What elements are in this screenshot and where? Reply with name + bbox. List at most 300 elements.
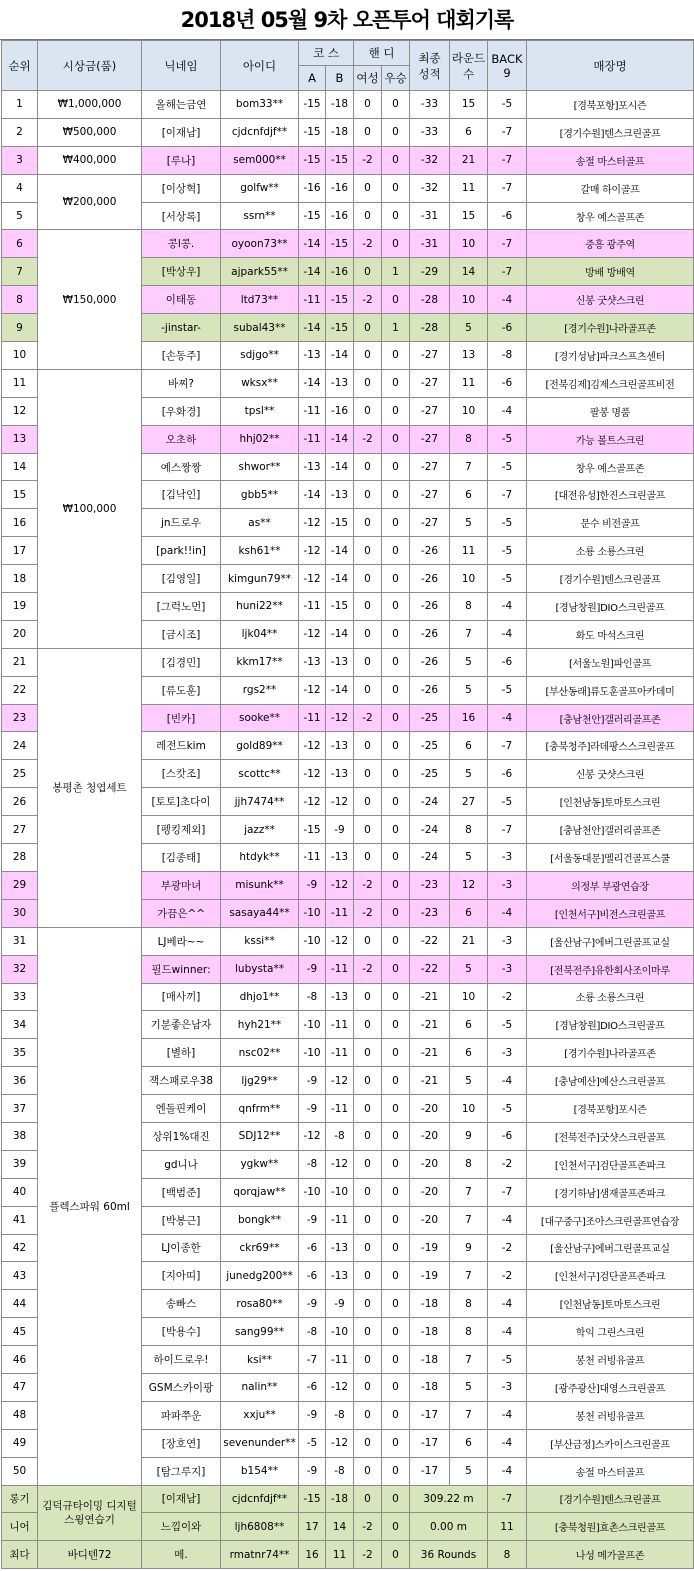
id-cell: gold89** xyxy=(221,732,299,760)
nickname-cell: 올해는금연 xyxy=(142,91,221,119)
prize-cell: ₩200,000 xyxy=(38,174,142,230)
handicap-female-cell: 0 xyxy=(354,788,382,816)
final-score-cell: -25 xyxy=(410,732,450,760)
store-cell: 가능 볼트스크린 xyxy=(527,425,694,453)
rounds-cell: 7 xyxy=(450,1178,488,1206)
rounds-cell: 8 xyxy=(450,1290,488,1318)
rank-cell: 27 xyxy=(2,816,38,844)
handicap-win-cell: 0 xyxy=(382,369,410,397)
id-cell: cjdcnfdjf** xyxy=(221,118,299,146)
nickname-cell: 콩l콩. xyxy=(142,230,221,258)
award-result-cell: 36 Rounds xyxy=(410,1541,488,1569)
final-score-cell: -27 xyxy=(410,481,450,509)
course-a-cell: -11 xyxy=(299,704,326,732)
back9-cell: -4 xyxy=(488,1290,527,1318)
rounds-cell: 21 xyxy=(450,927,488,955)
final-score-cell: -27 xyxy=(410,453,450,481)
rounds-cell: 9 xyxy=(450,1122,488,1150)
nickname-cell: 느낌이와 xyxy=(142,1513,221,1541)
final-score-cell: -18 xyxy=(410,1373,450,1401)
rounds-cell: 5 xyxy=(450,509,488,537)
back9-cell: -3 xyxy=(488,955,527,983)
back9-cell: -6 xyxy=(488,760,527,788)
id-cell: ljk04** xyxy=(221,620,299,648)
final-score-cell: -29 xyxy=(410,258,450,286)
id-cell: ljg29** xyxy=(221,1067,299,1095)
nickname-cell: [별하] xyxy=(142,1039,221,1067)
course-b-cell: -13 xyxy=(326,983,354,1011)
handicap-female-cell: 0 xyxy=(354,983,382,1011)
award-result-cell: 0.00 m xyxy=(410,1513,488,1541)
course-a-cell: -15 xyxy=(299,91,326,119)
rounds-cell: 10 xyxy=(450,983,488,1011)
rank-cell: 30 xyxy=(2,899,38,927)
nickname-cell: -jinstar- xyxy=(142,314,221,342)
nickname-cell: 레전드kim xyxy=(142,732,221,760)
back9-cell: -5 xyxy=(488,453,527,481)
handicap-win-cell: 0 xyxy=(382,1039,410,1067)
award-category-cell: 최다 xyxy=(2,1541,38,1569)
back9-cell: -4 xyxy=(488,397,527,425)
rank-cell: 34 xyxy=(2,1011,38,1039)
id-cell: wksx** xyxy=(221,369,299,397)
handicap-win-cell: 0 xyxy=(382,1206,410,1234)
back9-cell: -7 xyxy=(488,230,527,258)
course-b-cell: -15 xyxy=(326,314,354,342)
course-a-cell: -15 xyxy=(299,202,326,230)
rounds-cell: 12 xyxy=(450,871,488,899)
course-a-cell: -9 xyxy=(299,1095,326,1123)
store-cell: 중흥 광주역 xyxy=(527,230,694,258)
course-a-cell: -7 xyxy=(299,1346,326,1374)
course-a-cell: -11 xyxy=(299,286,326,314)
id-cell: rosa80** xyxy=(221,1290,299,1318)
header-prize: 시상금(품) xyxy=(38,41,142,91)
handicap-female-cell: -2 xyxy=(354,704,382,732)
back9-cell: -8 xyxy=(488,342,527,370)
course-b-cell: -11 xyxy=(326,1095,354,1123)
rounds-cell: 8 xyxy=(450,593,488,621)
nickname-cell: [매사끼] xyxy=(142,983,221,1011)
store-cell: [서울노원]파인골프 xyxy=(527,648,694,676)
id-cell: misunk** xyxy=(221,871,299,899)
nickname-cell: 송빠스 xyxy=(142,1290,221,1318)
nickname-cell: 기분좋은남자 xyxy=(142,1011,221,1039)
handicap-female-cell: 0 xyxy=(354,927,382,955)
id-cell: ksi** xyxy=(221,1346,299,1374)
rounds-cell: 7 xyxy=(450,1401,488,1429)
rounds-cell: 9 xyxy=(450,1234,488,1262)
handicap-win-cell: 0 xyxy=(382,118,410,146)
handicap-female-cell: 0 xyxy=(354,397,382,425)
back9-cell: -4 xyxy=(488,1401,527,1429)
back9-cell: -6 xyxy=(488,314,527,342)
prize-cell: ₩1,000,000 xyxy=(38,91,142,119)
handicap-win-cell: 0 xyxy=(382,983,410,1011)
back9-cell: -7 xyxy=(488,816,527,844)
course-b-cell: -11 xyxy=(326,1011,354,1039)
handicap-win-cell: 0 xyxy=(382,537,410,565)
handicap-win-cell: 0 xyxy=(382,676,410,704)
course-b-cell: -12 xyxy=(326,704,354,732)
back9-cell: -4 xyxy=(488,286,527,314)
final-score-cell: -21 xyxy=(410,1039,450,1067)
prize-cell: ₩100,000 xyxy=(38,369,142,648)
course-a-cell: -16 xyxy=(299,174,326,202)
course-b-cell: -13 xyxy=(326,481,354,509)
rank-cell: 32 xyxy=(2,955,38,983)
handicap-win-cell: 0 xyxy=(382,453,410,481)
header-rounds-line1: 라운드 xyxy=(451,50,486,65)
course-b-cell: -15 xyxy=(326,286,354,314)
back9-cell: -7 xyxy=(488,732,527,760)
final-score-cell: -21 xyxy=(410,983,450,1011)
back9-cell: -7 xyxy=(488,481,527,509)
back9-cell: -4 xyxy=(488,1206,527,1234)
handicap-win-cell: 0 xyxy=(382,202,410,230)
final-score-cell: -28 xyxy=(410,314,450,342)
handicap-female-cell: 0 xyxy=(354,1485,382,1513)
rank-cell: 21 xyxy=(2,648,38,676)
handicap-win-cell: 0 xyxy=(382,760,410,788)
nickname-cell: gd니나 xyxy=(142,1150,221,1178)
back9-cell: -4 xyxy=(488,593,527,621)
course-a-cell: 17 xyxy=(299,1513,326,1541)
final-score-cell: -20 xyxy=(410,1178,450,1206)
course-a-cell: -12 xyxy=(299,788,326,816)
course-b-cell: -15 xyxy=(326,593,354,621)
rank-cell: 43 xyxy=(2,1262,38,1290)
rank-cell: 19 xyxy=(2,593,38,621)
course-b-cell: -14 xyxy=(326,453,354,481)
handicap-win-cell: 0 xyxy=(382,91,410,119)
store-cell: [전북전주]유한회사조이마루 xyxy=(527,955,694,983)
rounds-cell: 5 xyxy=(450,676,488,704)
header-final-line1: 최종 xyxy=(418,50,441,65)
handicap-win-cell: 0 xyxy=(382,593,410,621)
table-row xyxy=(2,146,694,174)
store-cell: [충북청주]라데팡스스크린골프 xyxy=(527,732,694,760)
store-cell: [인천서구]검단골프존파크 xyxy=(527,1262,694,1290)
course-b-cell: -12 xyxy=(326,871,354,899)
handicap-female-cell: 0 xyxy=(354,648,382,676)
final-score-cell: -23 xyxy=(410,871,450,899)
back9-cell: -5 xyxy=(488,1011,527,1039)
rounds-cell: 6 xyxy=(450,481,488,509)
course-a-cell: -12 xyxy=(299,760,326,788)
back9-cell: -5 xyxy=(488,1346,527,1374)
course-a-cell: -9 xyxy=(299,1457,326,1485)
handicap-win-cell: 0 xyxy=(382,1290,410,1318)
final-score-cell: -20 xyxy=(410,1150,450,1178)
store-cell: [충남예산]예산스크린골프 xyxy=(527,1067,694,1095)
handicap-win-cell: 0 xyxy=(382,342,410,370)
rounds-cell: 8 xyxy=(450,1150,488,1178)
handicap-win-cell: 0 xyxy=(382,899,410,927)
handicap-female-cell: 0 xyxy=(354,1039,382,1067)
store-cell: 소룡 소룡스크린 xyxy=(527,537,694,565)
course-b-cell: -10 xyxy=(326,1178,354,1206)
course-b-cell: -9 xyxy=(326,1290,354,1318)
course-a-cell: -9 xyxy=(299,1067,326,1095)
id-cell: ajpark55** xyxy=(221,258,299,286)
handicap-win-cell: 0 xyxy=(382,397,410,425)
handicap-win-cell: 0 xyxy=(382,620,410,648)
handicap-win-cell: 0 xyxy=(382,1346,410,1374)
rank-cell: 48 xyxy=(2,1401,38,1429)
nickname-cell: LJ베라~~ xyxy=(142,927,221,955)
back9-cell: -5 xyxy=(488,425,527,453)
store-cell: [전북전주]굿샷스크린골프 xyxy=(527,1122,694,1150)
handicap-win-cell: 0 xyxy=(382,788,410,816)
final-score-cell: -21 xyxy=(410,1011,450,1039)
handicap-female-cell: 0 xyxy=(354,481,382,509)
store-cell: 창우 예스골프존 xyxy=(527,453,694,481)
id-cell: junedg200** xyxy=(221,1262,299,1290)
final-score-cell: -26 xyxy=(410,648,450,676)
final-score-cell: -26 xyxy=(410,593,450,621)
final-score-cell: -33 xyxy=(410,91,450,119)
rank-cell: 26 xyxy=(2,788,38,816)
rank-cell: 28 xyxy=(2,844,38,872)
handicap-female-cell: -2 xyxy=(354,230,382,258)
header-handicap-female: 여성 xyxy=(354,66,382,91)
store-cell: [부산동래]류도훈골프아카데미 xyxy=(527,676,694,704)
course-a-cell: -9 xyxy=(299,1290,326,1318)
course-b-cell: -8 xyxy=(326,1457,354,1485)
rounds-cell: 7 xyxy=(450,620,488,648)
store-cell: 화도 마석스크린 xyxy=(527,620,694,648)
handicap-female-cell: 0 xyxy=(354,369,382,397)
course-b-cell: -12 xyxy=(326,1429,354,1457)
course-b-cell: -13 xyxy=(326,1262,354,1290)
handicap-female-cell: -2 xyxy=(354,1541,382,1569)
course-b-cell: -13 xyxy=(326,369,354,397)
rank-cell: 14 xyxy=(2,453,38,481)
id-cell: ygkw** xyxy=(221,1150,299,1178)
id-cell: b154** xyxy=(221,1457,299,1485)
id-cell: htdyk** xyxy=(221,844,299,872)
course-a-cell: -12 xyxy=(299,732,326,760)
handicap-win-cell: 0 xyxy=(382,286,410,314)
course-a-cell: -10 xyxy=(299,899,326,927)
rounds-cell: 7 xyxy=(450,453,488,481)
handicap-win-cell: 1 xyxy=(382,314,410,342)
course-b-cell: -18 xyxy=(326,118,354,146)
id-cell: shwor** xyxy=(221,453,299,481)
course-b-cell: -14 xyxy=(326,676,354,704)
rounds-cell: 13 xyxy=(450,342,488,370)
handicap-win-cell: 0 xyxy=(382,1234,410,1262)
handicap-win-cell: 0 xyxy=(382,927,410,955)
handicap-female-cell: 0 xyxy=(354,1178,382,1206)
course-a-cell: -9 xyxy=(299,871,326,899)
id-cell: cjdcnfdjf** xyxy=(221,1485,299,1513)
nickname-cell: [김영일] xyxy=(142,565,221,593)
rank-cell: 15 xyxy=(2,481,38,509)
id-cell: oyoon73** xyxy=(221,230,299,258)
rounds-cell: 15 xyxy=(450,202,488,230)
handicap-win-cell: 0 xyxy=(382,704,410,732)
prize-cell: ₩150,000 xyxy=(38,230,142,369)
id-cell: ckr69** xyxy=(221,1234,299,1262)
final-score-cell: -18 xyxy=(410,1290,450,1318)
rank-cell: 18 xyxy=(2,565,38,593)
rank-cell: 13 xyxy=(2,425,38,453)
final-score-cell: -21 xyxy=(410,1067,450,1095)
award-category-cell: 니어 xyxy=(2,1513,38,1541)
header-id: 아이디 xyxy=(221,41,299,91)
store-cell: [대구중구]조아스크린골프연습장 xyxy=(527,1206,694,1234)
handicap-female-cell: 0 xyxy=(354,202,382,230)
back9-cell: -3 xyxy=(488,1373,527,1401)
course-b-cell: -11 xyxy=(326,899,354,927)
handicap-female-cell: 0 xyxy=(354,1318,382,1346)
header-back9 xyxy=(488,41,527,91)
handicap-female-cell: 0 xyxy=(354,509,382,537)
nickname-cell: GSM스카이팡 xyxy=(142,1373,221,1401)
nickname-cell: [장호연] xyxy=(142,1429,221,1457)
id-cell: sevenunder** xyxy=(221,1429,299,1457)
course-a-cell: -11 xyxy=(299,593,326,621)
nickname-cell: LJ이종한 xyxy=(142,1234,221,1262)
handicap-female-cell: 0 xyxy=(354,258,382,286)
nickname-cell: [park!!in] xyxy=(142,537,221,565)
back9-cell: 8 xyxy=(488,1541,527,1569)
nickname-cell: 부광마녀 xyxy=(142,871,221,899)
back9-cell: -6 xyxy=(488,648,527,676)
final-score-cell: -27 xyxy=(410,425,450,453)
course-a-cell: -13 xyxy=(299,648,326,676)
rounds-cell: 10 xyxy=(450,1095,488,1123)
handicap-female-cell: 0 xyxy=(354,1150,382,1178)
final-score-cell: -19 xyxy=(410,1262,450,1290)
handicap-female-cell: 0 xyxy=(354,342,382,370)
store-cell: 송절 마스터골프 xyxy=(527,146,694,174)
final-score-cell: -27 xyxy=(410,369,450,397)
id-cell: dhjo1** xyxy=(221,983,299,1011)
handicap-female-cell: 0 xyxy=(354,537,382,565)
store-cell: 팔봉 명품 xyxy=(527,397,694,425)
course-b-cell: -13 xyxy=(326,1234,354,1262)
special-award-row xyxy=(2,1541,694,1569)
final-score-cell: -20 xyxy=(410,1095,450,1123)
final-score-cell: -27 xyxy=(410,509,450,537)
handicap-female-cell: 0 xyxy=(354,620,382,648)
id-cell: bom33** xyxy=(221,91,299,119)
back9-cell: -7 xyxy=(488,174,527,202)
course-a-cell: -12 xyxy=(299,676,326,704)
rank-cell: 35 xyxy=(2,1039,38,1067)
id-cell: sdjgo** xyxy=(221,342,299,370)
handicap-win-cell: 0 xyxy=(382,1150,410,1178)
table-row xyxy=(2,927,694,955)
store-cell: [인천남동]토마토스크린 xyxy=(527,1290,694,1318)
back9-cell: -3 xyxy=(488,871,527,899)
back9-cell: -3 xyxy=(488,844,527,872)
course-a-cell: -9 xyxy=(299,955,326,983)
nickname-cell: 오초하 xyxy=(142,425,221,453)
rank-cell: 41 xyxy=(2,1206,38,1234)
course-b-cell: -12 xyxy=(326,788,354,816)
rounds-cell: 8 xyxy=(450,1318,488,1346)
course-b-cell: -12 xyxy=(326,1067,354,1095)
handicap-win-cell: 0 xyxy=(382,509,410,537)
store-cell: [경기수원]텐스크린골프 xyxy=(527,118,694,146)
course-a-cell: -9 xyxy=(299,1401,326,1429)
nickname-cell: 메. xyxy=(142,1541,221,1569)
rank-cell: 29 xyxy=(2,871,38,899)
page-title: 2018년 05월 9차 오픈투어 대회기록 xyxy=(0,0,694,40)
rank-cell: 12 xyxy=(2,397,38,425)
header-rounds xyxy=(450,41,488,91)
header-store: 매장명 xyxy=(527,41,694,91)
handicap-female-cell: -2 xyxy=(354,146,382,174)
nickname-cell: [김낙인] xyxy=(142,481,221,509)
store-cell: 방배 방배역 xyxy=(527,258,694,286)
course-b-cell: -14 xyxy=(326,565,354,593)
handicap-win-cell: 0 xyxy=(382,732,410,760)
nickname-cell: 가끔은^^ xyxy=(142,899,221,927)
special-prize-cell: 바디텐72 xyxy=(38,1541,142,1569)
table-row xyxy=(2,648,694,676)
handicap-win-cell: 0 xyxy=(382,481,410,509)
nickname-cell: 이태동 xyxy=(142,286,221,314)
handicap-female-cell: 0 xyxy=(354,1429,382,1457)
award-result-cell: 309.22 m xyxy=(410,1485,488,1513)
id-cell: xxju** xyxy=(221,1401,299,1429)
back9-cell: -4 xyxy=(488,1318,527,1346)
handicap-female-cell: -2 xyxy=(354,425,382,453)
course-a-cell: -8 xyxy=(299,1150,326,1178)
rank-cell: 44 xyxy=(2,1290,38,1318)
rank-cell: 22 xyxy=(2,676,38,704)
rounds-cell: 10 xyxy=(450,286,488,314)
rounds-cell: 21 xyxy=(450,146,488,174)
back9-cell: -6 xyxy=(488,1122,527,1150)
rounds-cell: 7 xyxy=(450,1346,488,1374)
back9-cell: -7 xyxy=(488,258,527,286)
table-row xyxy=(2,230,694,258)
rank-cell: 46 xyxy=(2,1346,38,1374)
nickname-cell: [이재남] xyxy=(142,118,221,146)
store-cell: 문수 비전골프 xyxy=(527,509,694,537)
course-a-cell: -14 xyxy=(299,481,326,509)
header-handicap: 핸 디 xyxy=(354,41,410,66)
store-cell: [경북포항]포시즌 xyxy=(527,91,694,119)
course-b-cell: -10 xyxy=(326,1318,354,1346)
rounds-cell: 5 xyxy=(450,760,488,788)
handicap-win-cell: 0 xyxy=(382,425,410,453)
handicap-female-cell: -2 xyxy=(354,955,382,983)
final-score-cell: -28 xyxy=(410,286,450,314)
course-a-cell: -14 xyxy=(299,314,326,342)
id-cell: kkm17** xyxy=(221,648,299,676)
back9-cell: -4 xyxy=(488,1457,527,1485)
course-a-cell: -15 xyxy=(299,816,326,844)
prize-cell: ₩400,000 xyxy=(38,146,142,174)
rank-cell: 36 xyxy=(2,1067,38,1095)
rounds-cell: 5 xyxy=(450,314,488,342)
rounds-cell: 7 xyxy=(450,1262,488,1290)
course-a-cell: -12 xyxy=(299,565,326,593)
rank-cell: 50 xyxy=(2,1457,38,1485)
handicap-win-cell: 0 xyxy=(382,1401,410,1429)
id-cell: nsc02** xyxy=(221,1039,299,1067)
back9-cell: -4 xyxy=(488,899,527,927)
store-cell: 나성 메가골프존 xyxy=(527,1541,694,1569)
table-row xyxy=(2,91,694,119)
